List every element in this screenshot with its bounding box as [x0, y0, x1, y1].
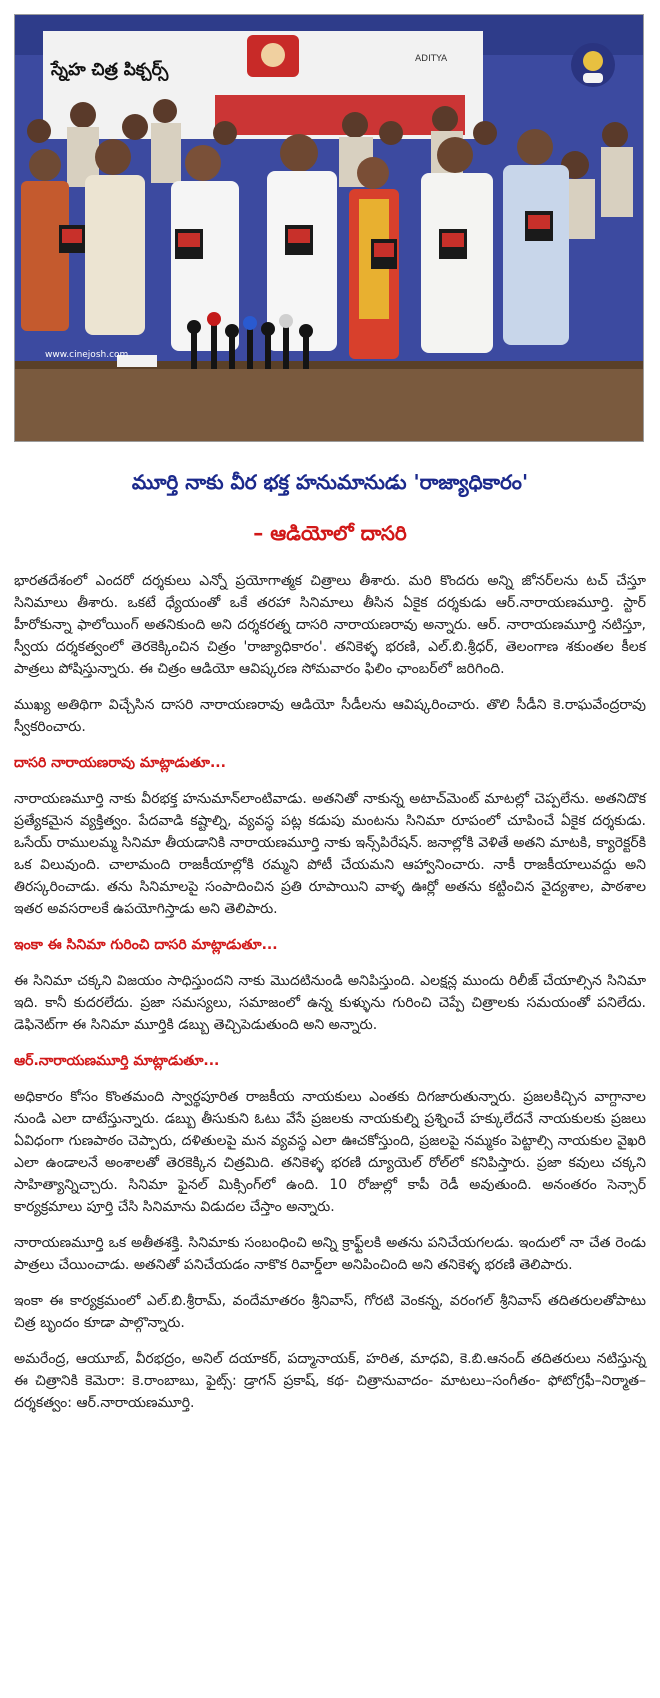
event-photo-illustration — [15, 15, 643, 441]
article-paragraph: అధికారం కోసం కొంతమంది స్వార్థపూరిత రాజకీయ నాయకులు ఎంతకు దిగజారుతున్నారు. ప్రజలకిచ్చిన వాగ్దానాల నుండి ఎలా దాటేస్తున్నారు. డబ్బు తీసుకుని ఓటు వేసే ప్రజలకు నాయకుల్ని ప్రశ్నించే హక్కులేదనే నాయకులకు ప్రజలు ఏవిధంగా గుణపాఠం చెప్పారు, దళితులపై మన వ్యవస్థ ఎలా ఊచకోస్తుంది, ప్రజలపై నమ్మకం పెట్టాల్సి నాయకుల వైఖరి ఎలా ఉండాలనే అంశాలతో తెరకెక్కిన చిత్రమిది. తనికెళ్ళ భరణి ద్యూయెల్ రోల్‌లో కనిపిస్తారు. ప్రజా కవులు చక్కని సాహిత్యాన్నిచ్చారు. సినిమా ఫైనల్ మిక్సింగ్‌లో ఉంది. 10 రోజుల్లో కాపీ రెడీ అవుతుంది. అనంతరం సెన్సార్ కార్యక్రమాలు పూర్తి చేసి సినిమాను విడుదల చేస్తాం అన్నారు. — [14, 1089, 646, 1215]
event-photo — [14, 14, 644, 442]
photo-watermark: www.cinejosh.com — [45, 350, 129, 360]
section-label-dasari-movie: ఇంకా ఈ సినిమా గురించి దాసరి మాట్లాడుతూ... — [14, 937, 278, 953]
article-subheadline: – ఆడియోలో దాసరి — [253, 521, 407, 545]
article-paragraph: భారతదేశంలో ఎందరో దర్శకులు ఎన్నో ప్రయోగాత్మక చిత్రాలు తీశారు. మరి కొందరు అన్ని జోనర్‌లను టచ్ చేస్తూ సినిమాలు తీశారు. ఒకటే ధ్యేయంతో ఒకే తరహా సినిమాలు తీసిన ఏకైక దర్శకుడు ఆర్.నారాయణమూర్తి. స్టార్ హీరోకున్నా ఫాలోయింగ్ అతనికుంది అని దర్శకరత్న దాసరి నారాయణరావు అన్నారు. ఆర్. నారాయణమూర్తి నటిస్తూ, స్వీయ దర్శకత్వంలో తెరకెక్కించిన చిత్రం 'రాజ్యాధికారం'. తనికెళ్ళ భరణి, ఎల్.బి.శ్రీధర్, తెలంగాణ శకుంతల కీలక పాత్రలు పోషిస్తున్నారు. ఈ చిత్రం ఆడియో ఆవిష్కరణ సోమవారం ఫిలిం ఛాంబర్‌లో జరిగింది. — [14, 573, 646, 677]
banner-text: స్నేహ చిత్ర పిక్చర్స్ — [51, 60, 169, 80]
aditya-logo: ADITYA — [415, 54, 448, 64]
press-table — [15, 365, 643, 441]
article-body — [14, 570, 646, 1428]
article-paragraph: నారాయణమూర్తి ఒక అతీతశక్తి. సినిమాకు సంబంధించి అన్ని క్రాఫ్ట్‌లకి అతను పనిచేయగలడు. ఇందులో నా చేత రెండు పాత్రలు చేయించాడు. అతనితో పనిచేయడం నాకొక రివార్డ్‌లా అనిపించింది అని తనికెళ్ళ భరణి తెలిపారు. — [14, 1235, 646, 1273]
cinejosh-logo-icon — [571, 43, 615, 87]
article-paragraph: నారాయణమూర్తి నాకు వీరభక్త హనుమాన్‌లాంటివాడు. అతనితో నాకున్న అటాచ్‌మెంట్ మాటల్లో చెప్పలేను. అతనిదొక ప్రత్యేకమైన వ్యక్తిత్వం. పేదవాడి కష్టాల్ని, వ్యవస్థ పట్ల కడుపు మంటను సినిమా రూపంలో చూపించే ఏకైక దర్శకుడు. ఒసేయ్ రాములమ్మ సినిమా తీయడానికి నారాయణమూర్తి నాకు ఇన్స్‌పిరేషన్. జనాల్లోకి వెళితే అతని మాటకి, క్యారెక్టర్‌కి ఒక విలువుంది. చాలామంది రాజకీయాల్లోకి రమ్మని పోటీ చేయమని ఆహ్వానించారు. నాకీ రాజకీయాలువద్దు అని తిరస్కరించాడు. తను సినిమాలపై సంపాదించిన ప్రతి రూపాయిని వాళ్ళ ఊర్లో అతను కట్టించిన వైద్యశాల, పాఠశాల ఇతర అవసరాలకే ఉపయోగిస్తాడు అని తెలిపారు. — [14, 791, 646, 917]
article-paragraph: అమరేంద్ర, ఆయూబ్, వీరభద్రం, అనిల్ దయాకర్, పద్మానాయక్, హరిత, మాధవి, కె.బి.ఆనంద్ తదితరులు నటిస్తున్న ఈ చిత్రానికి కెమెరా: కె.రాంబాబు, ఫైట్స్: డ్రాగన్ ప్రకాష్, కథ- చిత్రానువాదం- మాటలు–సంగీతం- ఫోటోగ్రఫీ–నిర్మాత–దర్శకత్వం: ఆర్.నారాయణమూర్తి. — [14, 1351, 646, 1411]
article-paragraph: ఇంకా ఈ కార్యక్రమంలో ఎల్.బి.శ్రీరామ్, వందేమాతరం శ్రీనివాస్, గోరటి వెంకన్న, వరంగల్ శ్రీనివాస్ తదితరులతోపాటు చిత్ర బృందం కూడా పాల్గొన్నారు. — [14, 1293, 646, 1331]
article-paragraph: ఈ సినిమా చక్కని విజయం సాధిస్తుందని నాకు మొదటినుండి అనిపిస్తుంది. ఎలక్షన్ల ముందు రిలీజ్ చేయాల్సిన సినిమా ఇది. కానీ కుదరలేదు. ప్రజా సమస్యలు, సమాజంలో ఉన్న కుళ్ళును గురించి చెప్పే చిత్రాలకు సమయంతో పనిలేదు. డెఫినెట్‌గా ఈ సినిమా మూర్తికి డబ్బు తెచ్చిపెడుతుంది అని అన్నారు. — [14, 973, 646, 1033]
article-headline: మూర్తి నాకు వీర భక్త హనుమానుడు 'రాజ్యాధికారం' — [131, 470, 529, 494]
section-label-narayanamurthy: ఆర్.నారాయణమూర్తి మాట్లాడుతూ... — [14, 1053, 220, 1069]
section-label-dasari: దాసరి నారాయణరావు మాట్లాడుతూ... — [14, 755, 226, 771]
article-paragraph: ముఖ్య అతిథిగా విచ్చేసిన దాసరి నారాయణరావు ఆడియో సీడీలను ఆవిష్కరించారు. తొలి సీడీని కె.రాఘవేంద్రరావు స్వీకరించారు. — [14, 697, 646, 735]
